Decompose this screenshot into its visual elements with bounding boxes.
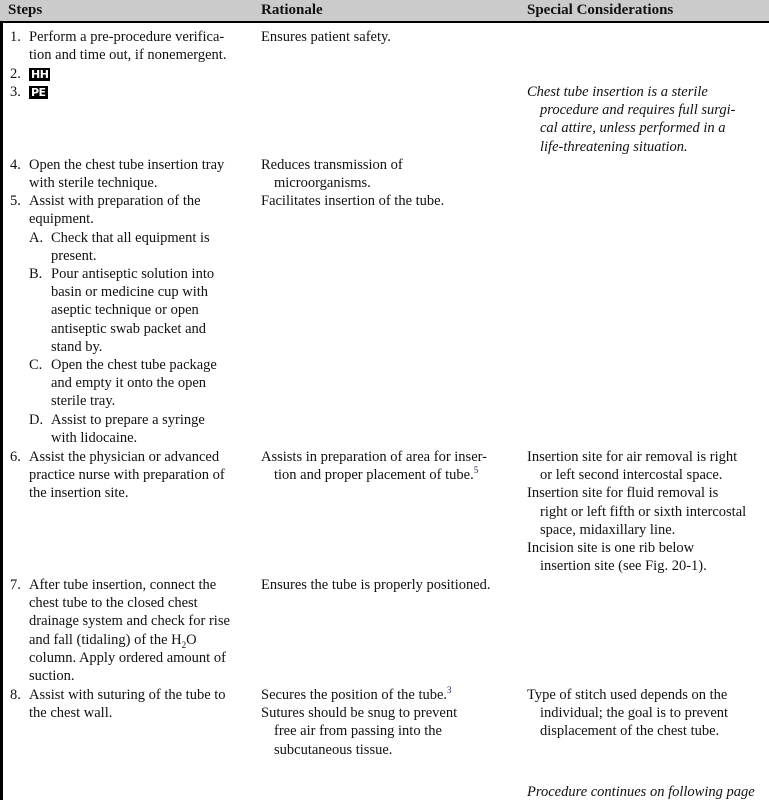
rationale-text: [261, 466, 487, 484]
step-text: Assist the physician or advanced: [29, 449, 220, 465]
step-text-part: O: [186, 631, 197, 648]
step-text: with sterile technique.: [29, 175, 158, 192]
header-steps: Steps: [8, 2, 43, 18]
substep-label: C.: [29, 357, 43, 373]
special-text: insertion site (see Fig. 20-1).: [540, 558, 707, 575]
special-text: Type of stitch used depends on the: [527, 687, 728, 703]
rationale-4: [261, 156, 403, 192]
subscript: 2: [181, 639, 187, 650]
substep-label: A.: [29, 230, 44, 246]
step-number: 2.: [10, 66, 21, 82]
step-text: After tube insertion, connect the: [29, 577, 217, 593]
step-text: Open the chest tube insertion tray: [29, 157, 225, 173]
rationale-text: Assists in preparation of area for inser-: [261, 449, 487, 465]
step-text: Assist with preparation of the: [29, 193, 201, 209]
special-text: life-threatening situation.: [540, 138, 688, 155]
special-text: procedure and requires full surgi-: [540, 102, 736, 119]
step-text-part: and fall (tidaling) of the H: [29, 631, 182, 648]
rationale-text: [261, 686, 457, 704]
step-text: Perform a pre-procedure verifica-: [29, 29, 225, 45]
special-text: Insertion site for fluid removal is: [527, 485, 719, 502]
rationale-text-part: Secures the position of the tube.: [261, 687, 448, 703]
rationale-text: Ensures patient safety.: [261, 29, 391, 45]
special-3: [527, 83, 735, 156]
rationale-text: Facilitates insertion of the tube.: [261, 193, 445, 209]
step-8: [10, 686, 260, 722]
header-special-considerations: Special Considerations: [527, 2, 674, 18]
substep-text: aseptic technique or open: [51, 302, 199, 319]
step-text: [29, 631, 260, 649]
rationale-text-part: tion and proper placement of tube.: [274, 467, 474, 484]
step-4: [10, 156, 260, 192]
special-text: Incision site is one rib below: [527, 540, 695, 557]
special-text: displacement of the chest tube.: [540, 723, 720, 740]
step-number: 8.: [10, 687, 21, 703]
rationale-text: subcutaneous tissue.: [274, 741, 393, 758]
step-number: 6.: [10, 449, 21, 465]
special-8: [527, 686, 728, 741]
continuation-note: [527, 783, 755, 801]
step-6: [10, 448, 260, 503]
step-text: suction.: [29, 668, 75, 685]
rationale-text: Ensures the tube is properly positioned.: [261, 577, 491, 593]
substep-text: sterile tray.: [51, 393, 116, 410]
citation-superscript: 5: [473, 465, 479, 476]
substep-5b: [29, 265, 214, 356]
citation-superscript: 3: [447, 685, 452, 696]
substep-text: present.: [51, 248, 97, 265]
special-text: or left second intercostal space.: [540, 467, 723, 484]
rationale-7: [261, 576, 491, 594]
substep-text: Pour antiseptic solution into: [51, 266, 215, 282]
special-6: [527, 448, 746, 575]
footer-note-text: Procedure continues on following page: [527, 784, 755, 800]
substep-5a: [29, 229, 210, 265]
special-text: Insertion site for air removal is right: [527, 449, 738, 465]
step-text: practice nurse with preparation of: [29, 467, 225, 484]
special-text: space, midaxillary line.: [540, 521, 676, 538]
step-3: [10, 83, 48, 101]
step-5: [10, 192, 260, 228]
step-text: column. Apply ordered amount of: [29, 649, 226, 666]
rationale-6: [261, 448, 487, 484]
step-number: 1.: [10, 29, 21, 45]
substep-text: stand by.: [51, 338, 103, 355]
step-text: Assist with suturing of the tube to: [29, 687, 226, 703]
substep-text: and empty it onto the open: [51, 375, 207, 392]
step-number: 3.: [10, 84, 21, 100]
substep-text: with lidocaine.: [51, 430, 138, 447]
table-header: [0, 0, 769, 23]
substep-text: antiseptic swab packet and: [51, 320, 207, 337]
special-text: Chest tube insertion is a sterile: [527, 84, 708, 100]
special-text: right or left fifth or sixth intercostal: [540, 503, 747, 520]
step-text: chest tube to the closed chest: [29, 595, 198, 612]
rationale-text: free air from passing into the: [274, 723, 442, 740]
substep-text: Assist to prepare a syringe: [51, 412, 205, 428]
step-text: tion and time out, if nonemergent.: [29, 47, 227, 64]
substep-text: basin or medicine cup with: [51, 284, 209, 301]
step-1: [10, 28, 260, 64]
hand-hygiene-icon: HH: [31, 68, 49, 81]
step-number: 5.: [10, 193, 21, 209]
step-text: drainage system and check for rise: [29, 613, 230, 630]
rationale-8: [261, 686, 457, 759]
step-number: 4.: [10, 157, 21, 173]
step-text: equipment.: [29, 211, 94, 228]
substep-label: B.: [29, 266, 43, 282]
step-text: the chest wall.: [29, 705, 113, 722]
substep-label: D.: [29, 412, 44, 428]
special-text: individual; the goal is to prevent: [540, 705, 729, 722]
step-text: the insertion site.: [29, 485, 129, 502]
rationale-5: [261, 192, 444, 210]
substep-5d: [29, 411, 205, 447]
rationale-text: Sutures should be snug to prevent: [261, 705, 458, 722]
rationale-1: [261, 28, 391, 46]
rationale-text: Reduces transmission of: [261, 157, 403, 173]
table-left-border: [0, 0, 3, 800]
step-number: 7.: [10, 577, 21, 593]
substep-text: Open the chest tube package: [51, 357, 217, 373]
step-2: [10, 65, 50, 83]
step-7: [10, 576, 260, 685]
protective-equipment-icon: PE: [31, 86, 46, 99]
substep-5c: [29, 356, 217, 411]
substep-text: Check that all equipment is: [51, 230, 210, 246]
special-text: cal attire, unless performed in a: [540, 120, 726, 137]
header-rationale: Rationale: [261, 2, 323, 18]
rationale-text: microorganisms.: [274, 175, 371, 192]
